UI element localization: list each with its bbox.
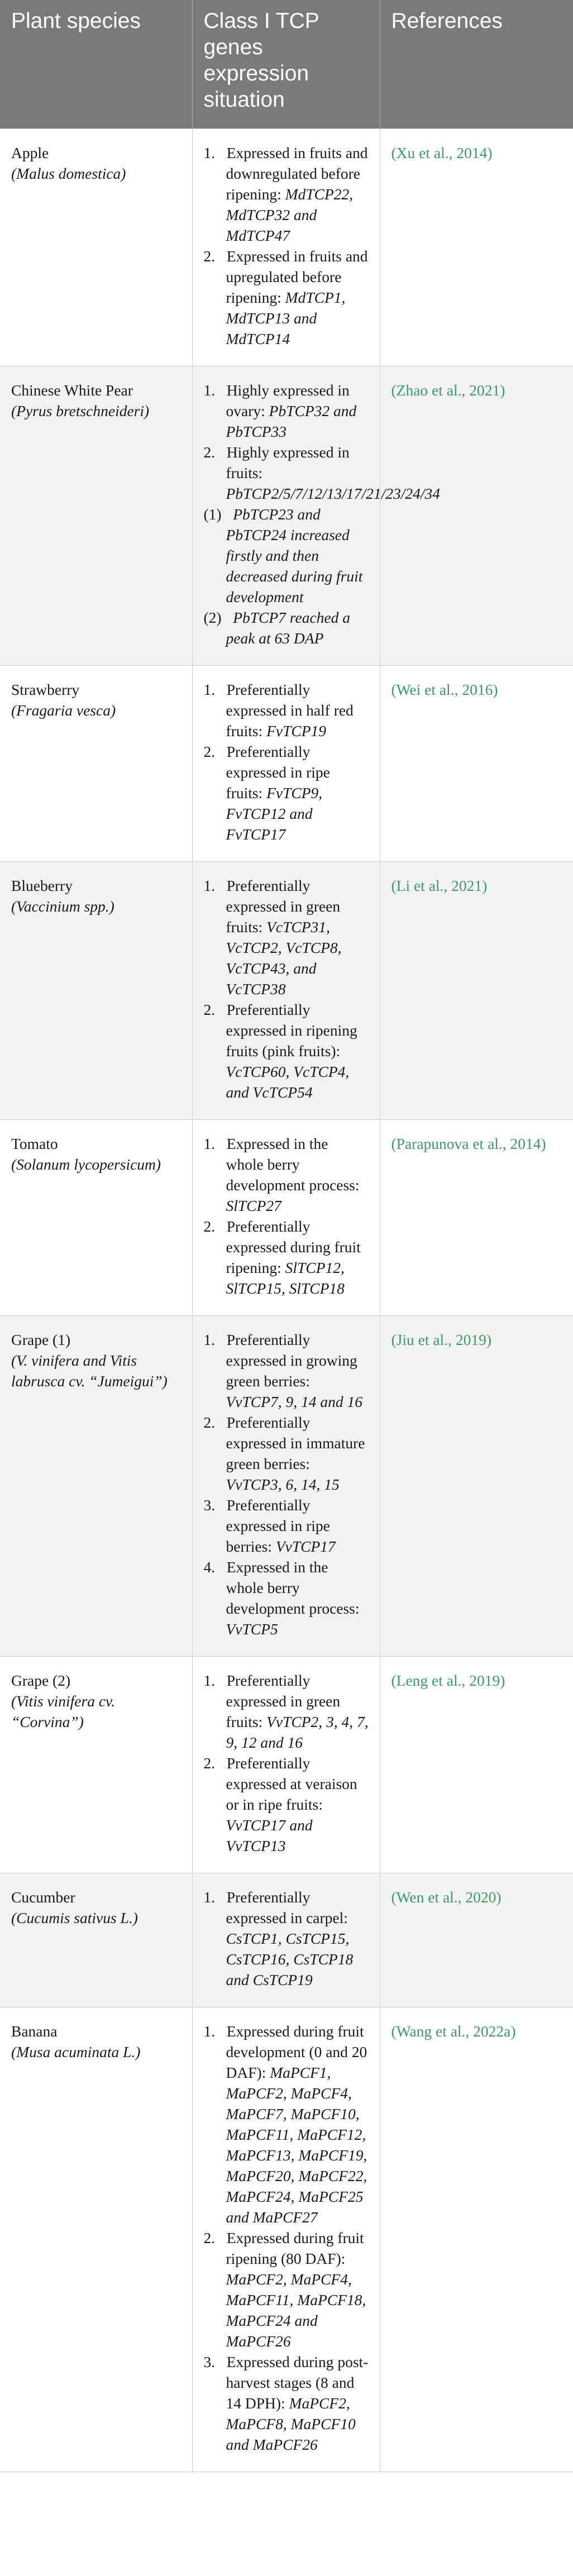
table-header (0, 0, 573, 129)
item-description: Preferentially expressed during fruit ripening: (226, 1218, 361, 1276)
header-plant-species: Plant species (0, 0, 192, 129)
item-genes: MaPCF2, MaPCF8, MaPCF10 and MaPCF26 (226, 2394, 356, 2453)
expression-item (204, 1753, 370, 1856)
header-row (0, 0, 573, 129)
species-latin-name: (V. vinifera and Vitis labrusca cv. “Jumeigui”) (11, 1352, 168, 1390)
species-latin-name: (Vitis vinifera cv. “Corvina”) (11, 1692, 116, 1730)
species-common-name: Grape (2) (11, 1672, 71, 1689)
reference-link[interactable]: (Xu et al., 2014) (391, 144, 493, 161)
item-genes: SlTCP27 (226, 1197, 281, 1214)
item-description: Preferentially expressed in green fruits: (226, 1672, 341, 1730)
item-description: Preferentially expressed in immature green berries: (226, 1414, 365, 1472)
item-genes: CsTCP1, CsTCP15, CsTCP16, CsTCP18 and CsTCP19 (226, 1930, 354, 1988)
species-cell (0, 1316, 192, 1657)
expression-item (204, 504, 370, 607)
species-common-name: Tomato (11, 1135, 58, 1152)
table-row (0, 862, 573, 1120)
species-cell (0, 1873, 192, 2007)
item-number: 1. (203, 144, 216, 161)
reference-cell (380, 129, 573, 366)
species-latin-name: (Vaccinium spp.) (11, 898, 114, 915)
item-description: Preferentially expressed in ripe berries: (226, 1496, 330, 1555)
item-number: 2. (203, 1754, 216, 1772)
species-cell (0, 862, 192, 1120)
expression-item (204, 1887, 370, 1990)
item-description: Expressed in the whole berry development process: (226, 1135, 360, 1194)
item-number: 2. (203, 247, 216, 265)
item-genes: PbTCP32 and PbTCP33 (226, 402, 357, 440)
species-common-name: Banana (11, 2022, 58, 2040)
header-expression: Class I TCP genes expression situation (192, 0, 380, 129)
item-number: 1. (203, 1331, 216, 1348)
expression-item (204, 1495, 370, 1557)
reference-link[interactable]: (Leng et al., 2019) (391, 1672, 505, 1689)
item-genes: VvTCP2, 3, 4, 7, 9, 12 and 16 (226, 1713, 369, 1751)
item-genes: VvTCP5 (226, 1620, 278, 1638)
table-row (0, 1657, 573, 1873)
item-genes: MaPCF1, MaPCF2, MaPCF4, MaPCF7, MaPCF10, MaPCF11, MaPCF12, MaPCF13, MaPCF19, MaPCF20, MaPCF22, MaPCF24, MaPCF25 and MaPCF27 (226, 2064, 367, 2226)
item-genes: VvTCP3, 6, 14, 15 (226, 1476, 340, 1493)
species-latin-name: (Fragaria vesca) (11, 702, 116, 719)
expression-cell (192, 1120, 380, 1316)
item-genes: FvTCP19 (266, 722, 327, 740)
expression-item (204, 1670, 370, 1753)
species-common-name: Blueberry (11, 877, 73, 894)
table-row (0, 129, 573, 366)
species-latin-name: (Musa acuminata L.) (11, 2043, 141, 2060)
item-genes: VvTCP7, 9, 14 and 16 (226, 1393, 362, 1410)
expression-item (204, 246, 370, 349)
species-cell (0, 1120, 192, 1316)
reference-link[interactable]: (Zhao et al., 2021) (391, 381, 505, 399)
species-common-name: Strawberry (11, 681, 80, 698)
item-genes: MdTCP22, MdTCP32 and MdTCP47 (226, 185, 354, 244)
expression-cell (192, 366, 440, 666)
reference-link[interactable]: (Wang et al., 2022a) (391, 2022, 516, 2040)
item-number: 2. (203, 1001, 216, 1018)
item-description: Preferentially expressed in green fruits: (226, 877, 341, 936)
item-number: 1. (203, 681, 216, 698)
expression-cell (192, 1873, 380, 2007)
reference-cell (380, 1657, 573, 1873)
item-genes: MdTCP1, MdTCP13 and MdTCP14 (226, 289, 346, 347)
item-description: Preferentially expressed at veraison or in ripe fruits: (226, 1754, 357, 1813)
expression-cell (192, 129, 380, 366)
species-latin-name: (Pyrus bretschneideri) (11, 402, 150, 419)
item-genes: PbTCP23 and PbTCP24 increased firstly and then decreased during fruit development (226, 505, 363, 605)
item-number: 1. (203, 1135, 216, 1152)
item-number: 2. (203, 1218, 216, 1235)
reference-cell (380, 1120, 573, 1316)
species-latin-name: (Malus domestica) (11, 165, 126, 182)
item-description: Highly expressed in fruits: (226, 443, 350, 481)
reference-link[interactable]: (Parapunova et al., 2014) (391, 1135, 546, 1152)
item-description: Preferentially expressed in carpel: (226, 1888, 348, 1926)
expression-item (204, 875, 370, 999)
expression-item (204, 2351, 370, 2455)
item-description: Expressed during fruit development (0 and 20 DAF): (226, 2022, 367, 2081)
item-description: Expressed in fruits and upregulated before ripening: (226, 247, 368, 306)
species-common-name: Apple (11, 144, 49, 161)
item-number: 1. (203, 1672, 216, 1689)
expression-item (204, 607, 370, 648)
item-number: 1. (203, 1888, 216, 1906)
reference-link[interactable]: (Jiu et al., 2019) (391, 1331, 491, 1348)
expression-item (204, 1329, 370, 1412)
species-latin-name: (Solanum lycopersicum) (11, 1156, 161, 1173)
species-common-name: Cucumber (11, 1888, 75, 1906)
species-cell (0, 1657, 192, 1873)
item-number: (1) (203, 505, 222, 523)
expression-item (204, 679, 370, 741)
expression-cell (192, 666, 380, 862)
item-genes: PbTCP2/5/7/12/13/17/21/23/24/34 (226, 485, 440, 502)
item-genes: VcTCP60, VcTCP4, and VcTCP54 (226, 1063, 350, 1101)
item-description: Expressed during post-harvest stages (8 and 14 DPH): (226, 2353, 369, 2412)
expression-cell (192, 1316, 380, 1657)
table-row (0, 1873, 573, 2007)
item-description: Preferentially expressed in ripening fruits (pink fruits): (226, 1001, 357, 1060)
reference-cell (380, 862, 573, 1120)
item-description: Expressed in fruits and downregulated before ripening: (226, 144, 368, 203)
item-number: 4. (203, 1558, 216, 1576)
item-description: Expressed in the whole berry development process: (226, 1558, 360, 1617)
item-description: Expressed during fruit ripening (80 DAF): (226, 2229, 364, 2267)
item-number: 3. (203, 2353, 216, 2370)
species-cell (0, 129, 192, 366)
item-description: Preferentially expressed in growing green berries: (226, 1331, 357, 1390)
expression-item (204, 2227, 370, 2351)
expression-item (204, 1412, 370, 1495)
table-row (0, 366, 573, 666)
reference-cell (380, 2007, 573, 2472)
item-description: Preferentially expressed in ripe fruits: (226, 743, 330, 802)
item-number: 3. (203, 1496, 216, 1514)
item-genes: VvTCP17 (275, 1538, 336, 1555)
reference-cell (380, 1873, 573, 2007)
species-common-name: Grape (1) (11, 1331, 71, 1348)
table-row (0, 2007, 573, 2472)
table-body (0, 129, 573, 2472)
item-number: 2. (203, 1414, 216, 1431)
expression-item (204, 741, 370, 845)
table-row (0, 1120, 573, 1316)
species-cell (0, 366, 192, 666)
species-common-name: Chinese White Pear (11, 381, 133, 399)
item-genes: VvTCP17 and VvTCP13 (226, 1816, 313, 1854)
reference-link[interactable]: (Li et al., 2021) (391, 877, 488, 894)
expression-item (204, 142, 370, 246)
expression-cell (192, 862, 380, 1120)
expression-item (204, 2021, 370, 2227)
reference-link[interactable]: (Wei et al., 2016) (391, 681, 498, 698)
header-references: References (380, 0, 573, 129)
reference-cell (380, 1316, 573, 1657)
expression-cell (192, 2007, 380, 2472)
species-cell (0, 2007, 192, 2472)
item-number: 2. (203, 443, 216, 461)
expression-item (204, 380, 370, 442)
item-number: 2. (203, 743, 216, 760)
expression-item (203, 442, 440, 504)
table-row (0, 1316, 573, 1657)
item-genes: SlTCP12, SlTCP15, SlTCP18 (226, 1259, 345, 1297)
item-number: 2. (203, 2229, 216, 2246)
species-latin-name: (Cucumis sativus L.) (11, 1909, 138, 1926)
reference-cell (380, 666, 573, 862)
item-number: 1. (203, 2022, 216, 2040)
species-cell (0, 666, 192, 862)
item-number: 1. (203, 381, 216, 399)
expression-item (204, 999, 370, 1103)
item-genes: MaPCF2, MaPCF4, MaPCF11, MaPCF18, MaPCF24 and MaPCF26 (226, 2270, 366, 2350)
item-genes: PbTCP7 reached a peak at 63 DAP (226, 609, 350, 647)
expression-item (204, 1133, 370, 1216)
table-row (0, 666, 573, 862)
expression-item (204, 1557, 370, 1639)
expression-item (204, 1216, 370, 1299)
expression-cell (192, 1657, 380, 1873)
item-description: Highly expressed in ovary: (226, 381, 350, 419)
item-description: Preferentially expressed in half red fruits: (226, 681, 354, 740)
reference-cell (380, 366, 573, 666)
item-genes: FvTCP9, FvTCP12 and FvTCP17 (226, 784, 323, 843)
item-genes: VcTCP31, VcTCP2, VcTCP8, VcTCP43, and VcTCP38 (226, 918, 342, 998)
item-number: (2) (203, 609, 222, 626)
item-number: 1. (203, 877, 216, 894)
reference-link[interactable]: (Wen et al., 2020) (391, 1888, 502, 1906)
